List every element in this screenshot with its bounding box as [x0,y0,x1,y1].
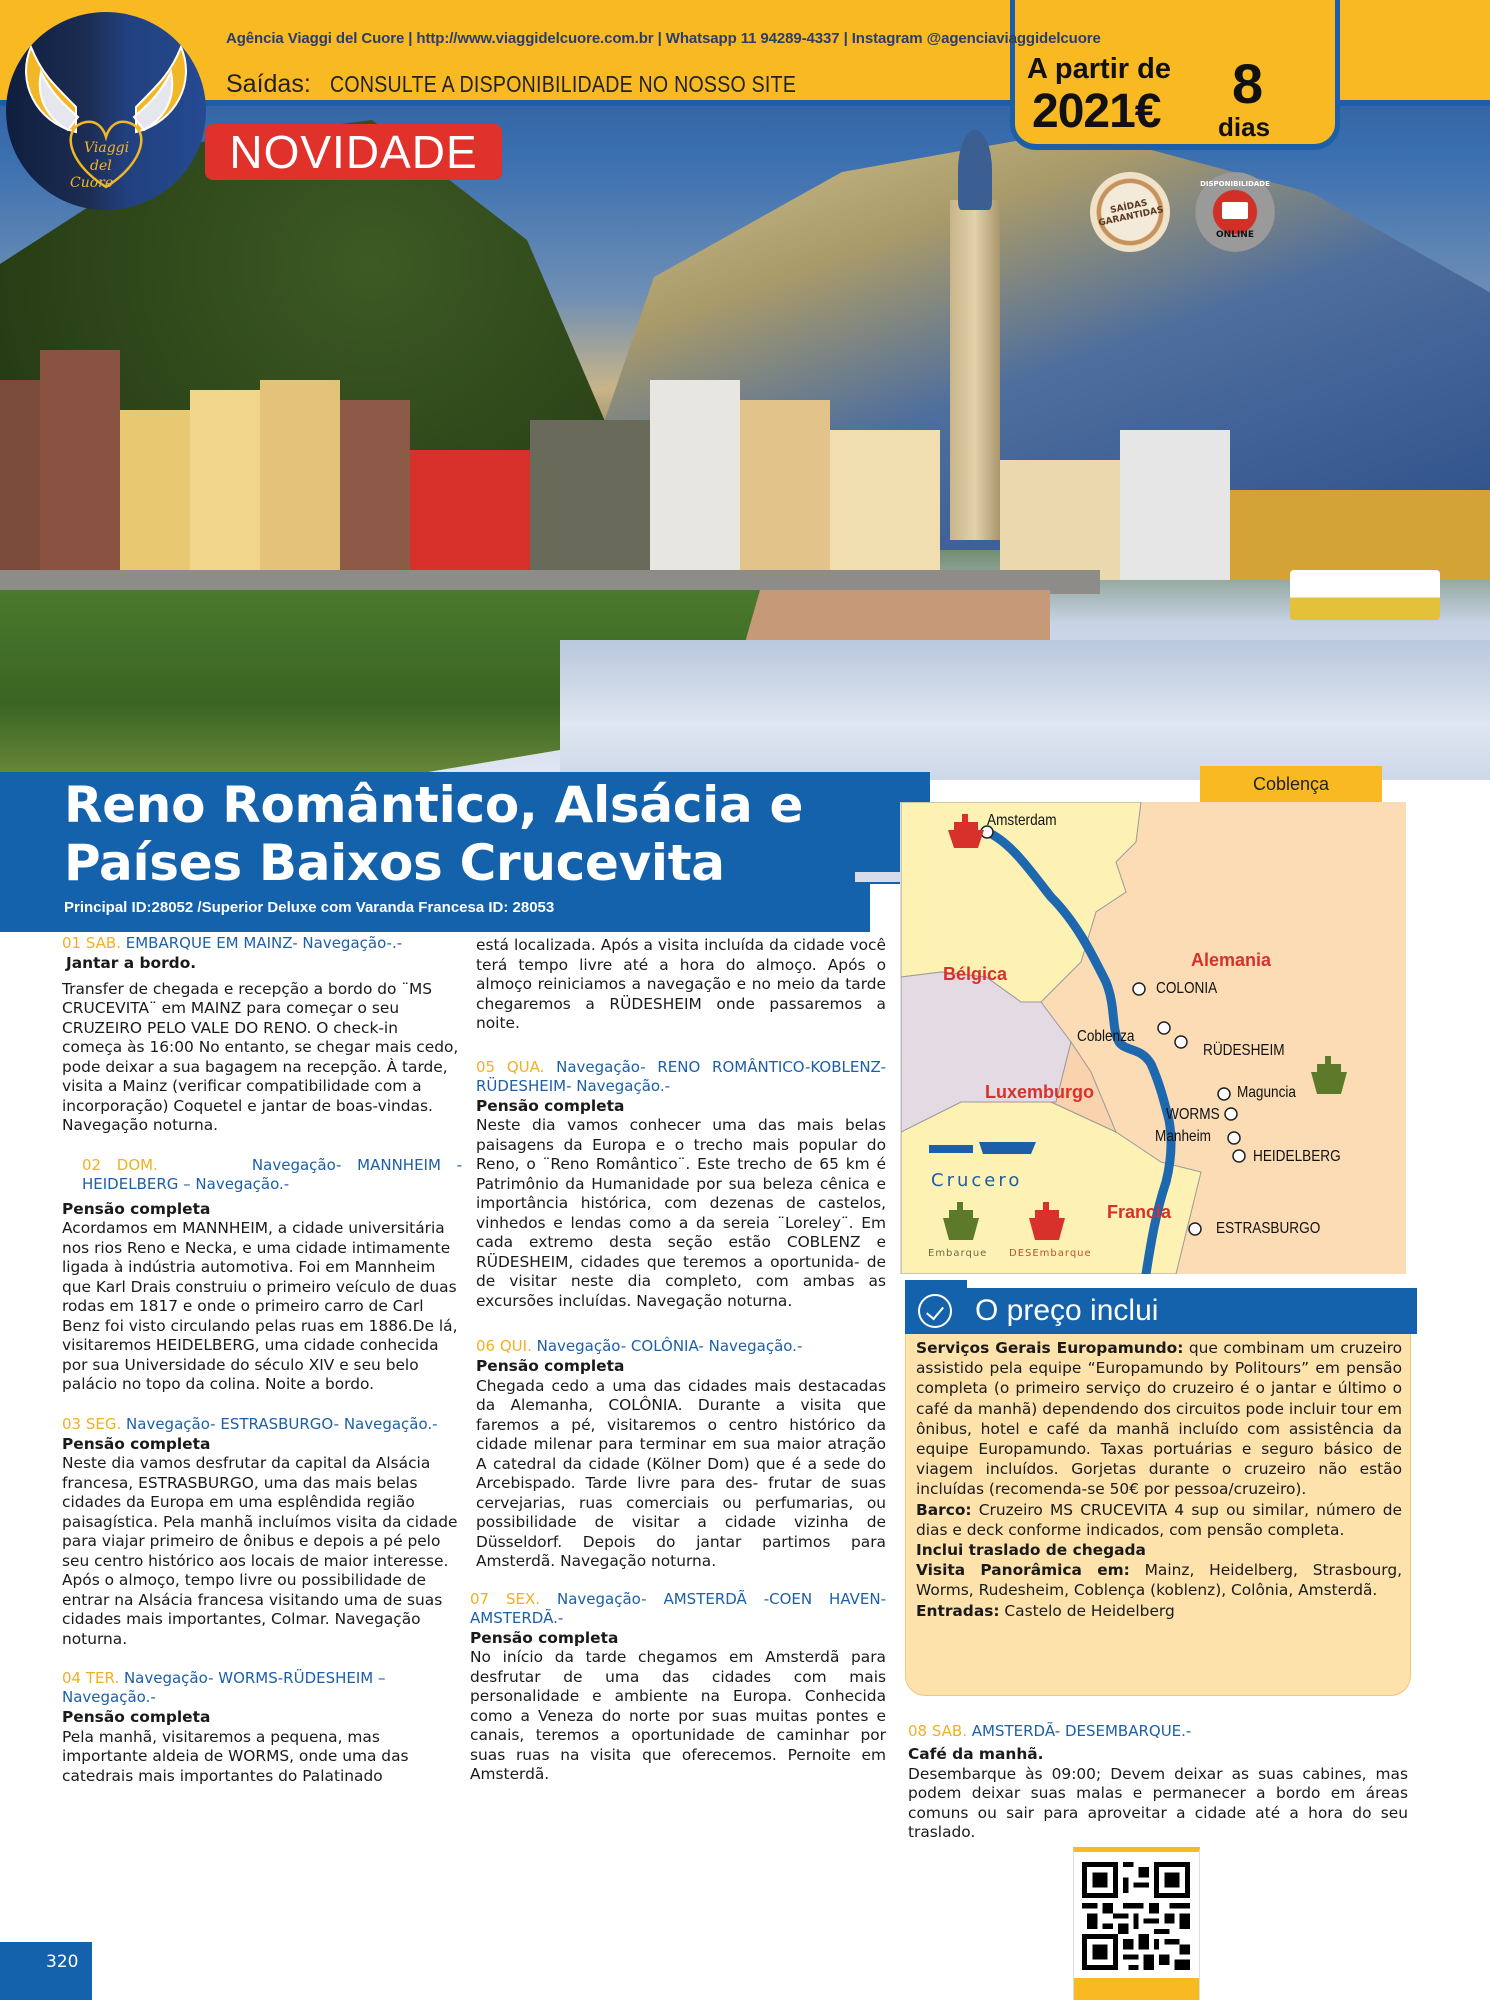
days-count: 8 [1232,52,1264,115]
day-meal: Pensão completa [62,1199,211,1218]
day-description: Chegada cedo a uma das cidades mais destacadas da Alemanha, COLÔNIA. Durante a visita que faremos a pé, visitaremos o centro histórico da cidade milenar para terminar em sua maior atração A catedral da cidade (Kölner Dom) que é a sede do Arcebispado. Tarde livre para des- frutar de suas cervejarias, ruas comerciais ou perfumarias, ou possibilidade de visitar a cidade vizinha de Düsseldorf. Depois do jantar partimos para Amsterdã. Navegação noturna. [476,1376,886,1570]
legend-disembark-label: DESEmbarque [1009,1248,1092,1259]
map-city-manheim: Manheim [1155,1128,1211,1145]
map-city-maguncia: Maguncia [1237,1084,1296,1101]
map-tag: Coblença [1200,766,1382,802]
legend-cruise-label: Crucero [931,1170,1023,1191]
day-description: Neste dia vamos desfrutar da capital da Alsácia francesa, ESTRASBURGO, uma das mais belas cidades da Europa em uma esplêndida região paisagística. Pela manhã incluímos visita da cidade para viajar primeiro de ônibus e depois a pé pelo seu centro histórico aos locais de maior interesse. Após o almoço, tempo livre ou possibilidade de entrar na Alsácia francesa visitando uma de suas cidades mais importantes, Colmar. Navegação noturna. [62,1454,458,1648]
day-number: 07 SEX. [470,1589,541,1608]
product-ids: Principal ID:28052 /Superior Deluxe com Varanda Francesa ID: 28053 [64,899,555,916]
itinerary-day-03 [62,1415,462,1650]
disembark-ship-icon [946,812,986,852]
panoramic-label: Visita Panorâmica em: [916,1561,1130,1580]
day-meal: Pensão completa [470,1628,619,1647]
day-number: 05 QUA. [476,1057,545,1076]
legend-embark-icon [941,1200,981,1245]
day-number: 04 TER. [62,1669,120,1687]
day-meal: Café da manhã. [908,1745,1044,1763]
day-meal: Pensão completa [476,1096,625,1115]
day-number: 03 SEG. [62,1414,122,1433]
itinerary-day-06 [476,1337,886,1572]
day-description: Pela manhã, visitaremos a pequena, mas importante aldeia de WORMS, onde uma das catedrais mais importantes do Palatinado [62,1727,409,1785]
day-number: 01 SAB. [62,934,121,952]
title-shadow [855,872,903,882]
map-city-heidelberg: HEIDELBERG [1253,1148,1341,1165]
itinerary-day-04-continued [476,936,886,1034]
itinerary-day-05 [476,1058,886,1312]
map-city-colonia: COLONIA [1156,980,1218,997]
includes-text [916,1338,1402,1621]
day-number: 02 DOM. [82,1155,158,1174]
itinerary-day-08 [908,1722,1408,1843]
agency-contact: Agência Viaggi del Cuore | http://www.viaggidelcuore.com.br | Whatsapp 11 94289-4337 | Instagram @agenciaviaggidelcuore [226,30,1101,47]
price-label: A partir de [1027,53,1171,85]
day-description: No início da tarde chegamos em Amsterdã para desfrutar de uma das cidades com mais personalidade e ambiente na Europa. Conhecida como a Veneza do norte por suas muitas pontes e canais, teremos a oportunidade de caminhar por suas ruas na visita que oferecemos. Pernoite em Amsterdã. [470,1648,886,1783]
logo-text: Viaggi del Cuore [70,140,130,191]
qr-code-icon[interactable] [1082,1862,1190,1970]
day-title: Navegação- AMSTERDÃ -COEN HAVEN- AMSTERDÃ.- [470,1589,886,1627]
online-availability-badge: DISPONIBILIDADE ONLINE [1195,172,1275,252]
map-city-estrasburgo: ESTRASBURGO [1216,1220,1321,1237]
page-title: Reno Romântico, Alsácia e Países Baixos Crucevita [64,776,804,892]
page-number: 320 [0,1942,92,2000]
day-title: EMBARQUE EM MAINZ- Navegação-.- [125,934,403,952]
itinerary-day-07 [470,1590,886,1785]
day-title: Navegação- ESTRASBURGO- Navegação.- [126,1414,438,1433]
day-meal: Jantar a bordo. [66,954,197,972]
photo-boat [1290,570,1440,620]
boat-label: Barco: [916,1500,972,1519]
day-number: 08 SAB. [908,1722,967,1740]
itinerary-column-2 [470,936,886,1805]
qr-code-footer [1074,1978,1199,2000]
itinerary-day-02 [62,1156,462,1194]
itinerary-day-04 [62,1669,462,1786]
services-text: que combinam um cruzeiro assistido pela equipe “Europamundo by Politours” em pensão completa (o primeiro serviço do cruzeiro é o jantar e último o café da manhã) dependendo dos circuitos pode incluir tour em ônibus, hotel e café da manhã incluído com assistência da equipe Europamundo. Taxas portuárias e seguro básico de viagem incluídos. Gorjetas durante o cruzeiro não estão incluídas (recomenda-se 50€ por pessoa/cruzeiro). [916,1339,1402,1499]
entries-label: Entradas: [916,1601,1000,1620]
price-value: 2021€ [1032,85,1161,138]
map-city-worms: WORMS [1166,1106,1220,1123]
departures [226,70,878,99]
day-description: está localizada. Após a visita incluída da cidade você terá tempo livre até a hora do almoço. Após o almoço reiniciamos a navegação e no meio da tarde chegaremos a RÜDESHEIM onde passaremos a noite. [476,936,886,1032]
map-city-coblenza: Coblenza [1077,1028,1135,1045]
laptop-icon [1222,202,1248,219]
map-country-luxemburgo: Luxemburgo [985,1082,1095,1102]
day-description: Desembarque às 09:00; Devem deixar as suas cabines, mas podem deixar suas malas e permanecer a bordo em áreas comuns ou sair para aproveitar a cidade até a hora do seu traslado. [908,1764,1408,1841]
day-title: Navegação- MANNHEIM - HEIDELBERG – Navegação.- [82,1155,462,1193]
check-circle-icon [918,1294,952,1328]
day-title: AMSTERDÃ- DESEMBARQUE.- [971,1722,1192,1740]
day-meal: Pensão completa [476,1357,625,1375]
day-meal: Pensão completa [62,1708,211,1726]
days-label: dias [1218,112,1271,142]
departures-label: Saídas: [226,70,311,98]
agency-logo [6,12,206,210]
photo-town [0,330,1490,580]
route-map [900,802,1406,1274]
map-city-amsterdam: Amsterdam [987,812,1057,829]
day-description: Acordamos em MANNHEIM, a cidade universitária nos rios Reno e Necka, e uma cidade intimamente ligada à indústria automotiva. Foi em Mannheim que Karl Drais construiu o primeiro veículo de duas rodas em 1817 e onde o primeiro carro de Carl Benz foi visto circulando pelas ruas em 1886.De lá, visitaremos HEIDELBERG, uma cidade conhecida por sua Universidade do século XIV e seu belo palácio no topo da colina. Noite a bordo. [62,1219,458,1393]
legend-disembark-icon [1027,1200,1067,1245]
qr-code-card[interactable] [1073,1847,1200,2000]
map-country-francia: Francia [1107,1202,1172,1222]
photo-river [560,640,1490,780]
guaranteed-departures-badge: SAÍDAS GARANTIDAS [1083,165,1178,260]
day-title: Navegação- WORMS-RÜDESHEIM – Navegação.- [62,1669,386,1706]
day-number: 06 QUI. [476,1337,532,1355]
itinerary-day-01 [62,934,462,1136]
embark-ship-icon [1309,1054,1349,1099]
transfer-label: Inclui traslado de chegada [916,1541,1146,1560]
day-meal: Pensão completa [62,1434,211,1453]
legend-embark-label: Embarque [928,1248,988,1259]
itinerary-column-1 [62,934,462,1806]
boat-text: Cruzeiro MS CRUCEVITA 4 sup ou similar, número de dias e deck conforme indicados, com pensão completa. [916,1500,1402,1539]
entries-text: Castelo de Heidelberg [999,1601,1175,1620]
day-description: Transfer de chegada e recepção a bordo do ¨MS CRUCEVITA¨ em MAINZ para começar o seu CRUZEIRO PELO VALE DO RENO. O check-in começa às 16:00 No entanto, se chegar mais cedo, pode deixar a sua bagagem na recepção. À tarde, visita a Mainz (verificar compatibilidade com a incorporação) Coquetel e jantar de boas-vindas. Navegação noturna. [62,979,459,1134]
services-label: Serviços Gerais Europamundo: [916,1339,1184,1357]
day-description: Neste dia vamos conhecer uma das mais belas paisagens da Europa e o trecho mais popular do Reno, o ¨Reno Romântico¨. Este trecho de 65 km é Patrimônio da Humanidade por sua beleza cênica e importância histórica, com dezenas de castelos, vinhedos e lendas como a da sereia ¨Loreley¨. Em cada extremo desta seção estão COBLENZ e RÜDESHEIM, cidades que teremos a oportunida- de de visitar neste dia completo, com ambas as excursões incluídas. Navegação noturna. [476,1116,886,1310]
includes-title: O preço inclui [975,1294,1159,1327]
day-title: Navegação- RENO ROMÂNTICO-KOBLENZ-RÜDESHEIM- Navegação.- [476,1057,886,1095]
new-badge: NOVIDADE [205,124,502,180]
day-title: Navegação- COLÔNIA- Navegação.- [536,1337,803,1355]
departures-value: CONSULTE A DISPONIBILIDADE NO NOSSO SITE [329,71,796,97]
itinerary-day-02-body [62,1200,462,1395]
itinerary-column-3 [908,1722,1408,1863]
map-country-alemania: Alemania [1191,950,1272,970]
map-country-belgica: Bélgica [943,964,1008,984]
panoramic-text: Mainz, Heidelberg, Strasbourg, Worms, Rudesheim, Coblença (koblenz), Colônia, Amsterdã. [916,1561,1402,1600]
map-city-rudesheim: RÜDESHEIM [1203,1042,1285,1059]
